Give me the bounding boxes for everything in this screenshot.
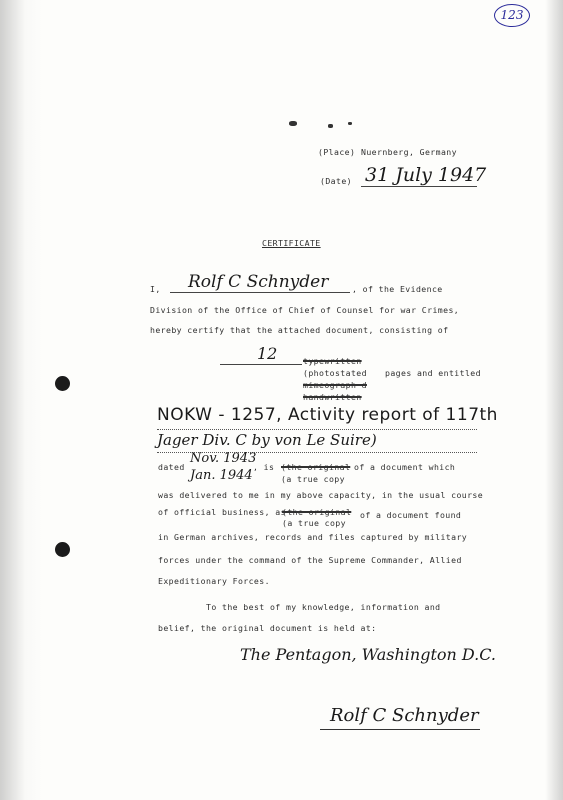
place-value: Nuernberg, Germany (361, 147, 457, 157)
ink-smudge (289, 121, 297, 126)
pages-underline (220, 364, 302, 365)
place-label: (Place) (318, 147, 356, 157)
line2: Division of the Office of Chief of Counsel for war Crimes, (150, 305, 460, 315)
signature: Rolf C Schnyder (330, 705, 479, 726)
date-label: (Date) (320, 176, 352, 186)
original-struck: (the original (281, 462, 351, 472)
option-typewritten: typewritten (303, 356, 362, 366)
option-mimeograph: mimeograph d (303, 380, 367, 390)
certificate-heading: CERTIFICATE (262, 238, 321, 248)
punch-hole-bottom (55, 542, 70, 557)
true-copy: (a true copy (281, 474, 345, 484)
line1-start: I, (150, 284, 161, 294)
doc-title-line1: NOKW - 1257, Activity report of 117th (157, 405, 498, 425)
line3: hereby certify that the attached document, consisting of (150, 325, 449, 335)
signer-name: Rolf C Schnyder (188, 272, 329, 292)
option-handwritten: handwritten (303, 392, 362, 402)
date-value: 31 July 1947 (365, 164, 487, 186)
line1-end: , of the Evidence (352, 284, 443, 294)
scan-shadow-left (0, 0, 42, 800)
of-document-which: of a document which (354, 462, 456, 472)
name-underline (170, 292, 350, 293)
dated-value-1: Nov. 1943 (190, 451, 257, 466)
line-best: To the best of my knowledge, information and (206, 602, 441, 612)
line-forces: forces under the command of the Supreme Commander, Allied (158, 555, 462, 565)
dated-label: dated (158, 462, 185, 472)
scan-shadow-right (545, 0, 563, 800)
line-expeditionary: Expeditionary Forces. (158, 576, 270, 586)
signature-underline (320, 729, 480, 730)
held-at-location: The Pentagon, Washington D.C. (240, 645, 496, 664)
line-delivered: was delivered to me in my above capacity, in the usual course (158, 490, 484, 500)
true-copy-2: (a true copy (282, 518, 346, 528)
ink-smudge (328, 124, 333, 128)
title-dotline-1 (157, 428, 477, 430)
pages-entitled: pages and entitled (385, 368, 481, 378)
option-photostated: (photostated (303, 368, 367, 378)
pages-count: 12 (257, 344, 278, 363)
line-archives: in German archives, records and files captured by military (158, 532, 468, 542)
official-business: of official business, as (158, 507, 286, 517)
page-number-stamp: 123 (494, 4, 530, 27)
doc-title-line2: Jager Div. C by von Le Suire) (157, 431, 377, 449)
ink-smudge (348, 122, 352, 125)
date-underline (361, 186, 477, 187)
dated-is: , is (253, 462, 275, 472)
original-struck-2: (the original (282, 507, 352, 517)
document-found: of a document found (360, 510, 462, 520)
punch-hole-top (55, 376, 70, 391)
dated-value-2: Jan. 1944 (190, 468, 253, 483)
line-belief: belief, the original document is held at: (158, 623, 377, 633)
